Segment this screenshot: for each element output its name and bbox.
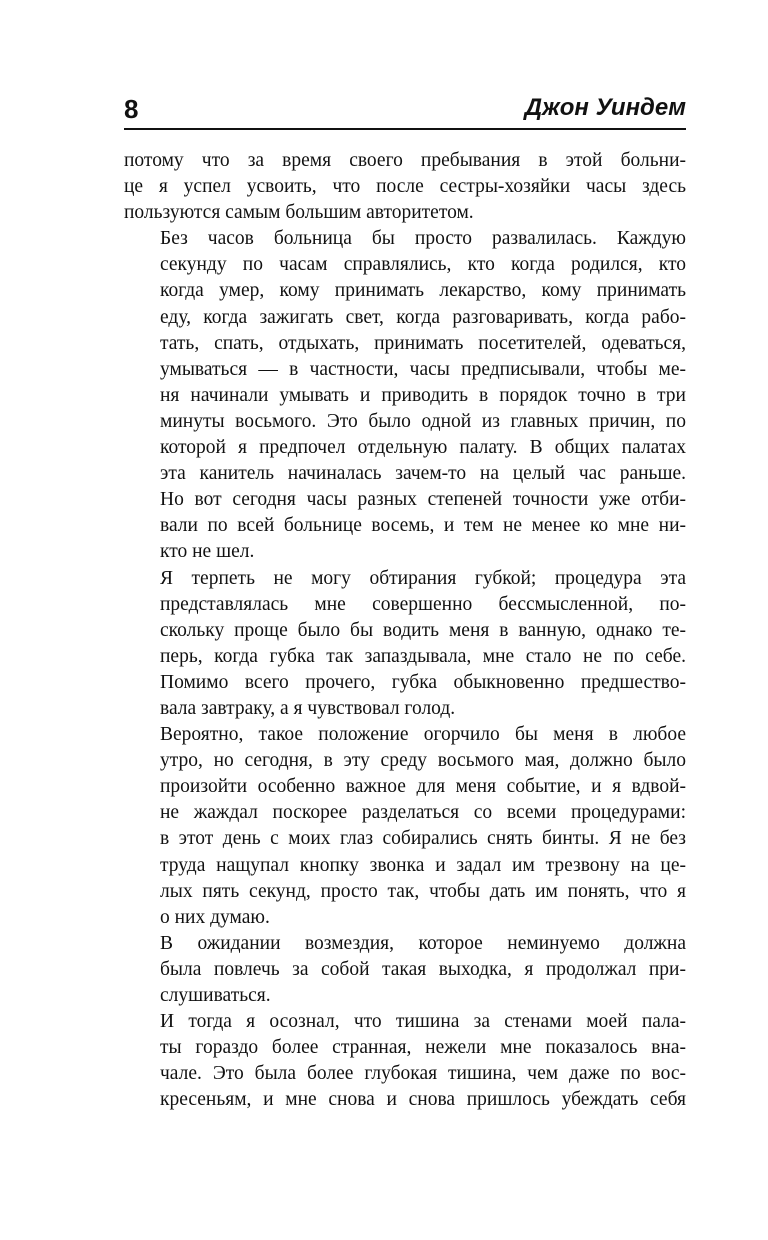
text-line: эта канитель начиналась зачем-то на целый час раньше. xyxy=(160,463,686,485)
text-line: Без часов больница бы просто развалилась. Каждую xyxy=(160,228,686,250)
text-line: вала завтраку, а я чувствовал голод. xyxy=(160,697,456,719)
text-line: когда умер, кому принимать лекарство, кому принимать xyxy=(160,280,686,302)
text-line: потому что за время своего пребывания в этой больни- xyxy=(124,150,686,171)
text-line: Но вот сегодня часы разных степеней точности уже отби- xyxy=(160,489,686,511)
text-line: це я успел усвоить, что после сестры-хозяйки часы здесь xyxy=(124,176,686,198)
text-line: слушиваться. xyxy=(160,985,271,1006)
paragraph xyxy=(124,148,686,226)
text-line: В ожидании возмездия, которое неминуемо должна xyxy=(160,932,686,954)
text-line: тать, спать, отдыхать, принимать посетителей, одеваться, xyxy=(160,332,686,354)
text-line: Вероятно, такое положение огорчило бы меня в любое xyxy=(160,724,686,746)
text-line: скольку проще было бы водить меня в ванную, однако те- xyxy=(160,619,686,641)
text-line: вали по всей больнице восемь, и тем не менее ко мне ни- xyxy=(160,515,686,537)
text-line: ты гораздо более странная, нежели мне показалось вна- xyxy=(160,1037,686,1059)
text-line: кто не шел. xyxy=(160,541,255,563)
page-number: 8 xyxy=(124,94,139,124)
paragraph xyxy=(124,1009,686,1113)
text-line: была повлечь за собой такая выходка, я продолжал при- xyxy=(160,958,686,980)
text-line: кресеньям, и мне снова и снова пришлось убеждать себя xyxy=(160,1089,686,1111)
text-line: лых пять секунд, просто так, чтобы дать им понять, что я xyxy=(160,880,686,902)
text-line: о них думаю. xyxy=(160,906,270,928)
running-head-author: Джон Уиндем xyxy=(524,94,686,121)
text-line: представлялась мне совершенно бессмысленной, по- xyxy=(160,593,686,615)
text-line: утро, но сегодня, в эту среду восьмого мая, должно было xyxy=(160,750,686,772)
text-line: пользуются самым большим авторитетом. xyxy=(124,202,474,224)
text-line: которой я предпочел отдельную палату. В общих палатах xyxy=(160,437,686,459)
paragraph xyxy=(124,722,686,931)
text-line: И тогда я осознал, что тишина за стенами моей пала- xyxy=(160,1011,686,1033)
text-line: Я терпеть не могу обтирания губкой; процедура эта xyxy=(160,567,686,589)
text-line: не жаждал поскорее разделаться со всеми процедурами: xyxy=(160,802,686,824)
text-line: еду, когда зажигать свет, когда разговаривать, когда рабо- xyxy=(160,306,686,328)
text-line: перь, когда губка так запаздывала, мне стало не по себе. xyxy=(160,645,686,667)
text-line: чале. Это была более глубокая тишина, чем даже по вос- xyxy=(160,1063,686,1085)
text-line: минуты восьмого. Это было одной из главных причин, по xyxy=(160,410,686,432)
text-line: в этот день с моих глаз собирались снять бинты. Я не без xyxy=(160,828,686,850)
text-line: умываться — в частности, часы предписывали, чтобы ме- xyxy=(160,358,686,380)
body-text xyxy=(124,148,686,1113)
text-line: труда нащупал кнопку звонка и задал им трезвону на це- xyxy=(160,854,686,876)
paragraph xyxy=(124,931,686,1009)
text-line: произойти особенно важное для меня событие, и я вдвой- xyxy=(160,776,686,798)
text-line: секунду по часам справлялись, кто когда родился, кто xyxy=(160,254,686,276)
paragraph xyxy=(124,566,686,723)
paragraph xyxy=(124,226,686,565)
page-header xyxy=(124,92,686,130)
text-line: ня начинали умывать и приводить в порядок точно в три xyxy=(160,384,686,406)
text-line: Помимо всего прочего, губка обыкновенно предшество- xyxy=(160,671,686,693)
